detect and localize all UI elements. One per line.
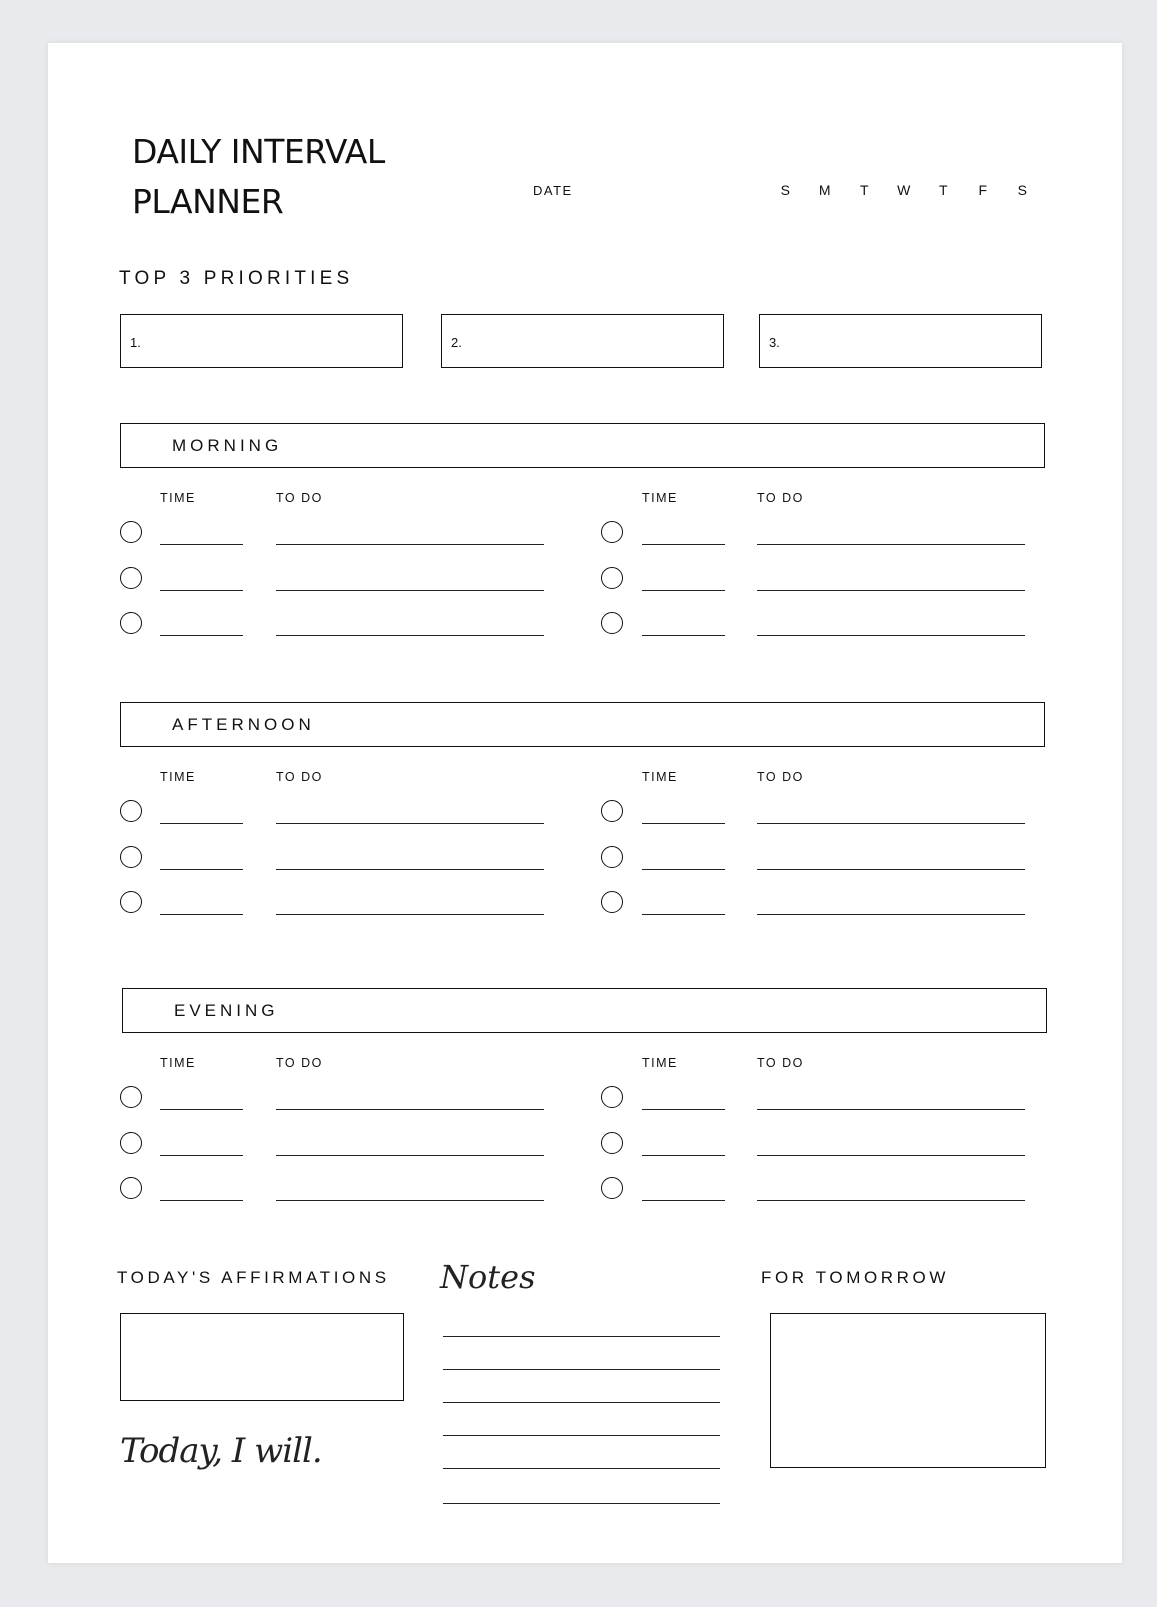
section-band-evening	[122, 988, 1047, 1033]
priority-box-3[interactable]	[759, 314, 1042, 368]
time-line-morning-right-1[interactable]	[642, 544, 725, 545]
checkbox-circle-evening-right-1[interactable]	[601, 1086, 623, 1108]
priority-number-2: 2.	[451, 335, 462, 350]
todo-line-evening-left-1[interactable]	[276, 1109, 544, 1110]
time-line-afternoon-left-3[interactable]	[160, 914, 243, 915]
notes-line-6[interactable]	[443, 1503, 720, 1504]
checkbox-circle-afternoon-right-3[interactable]	[601, 891, 623, 913]
todo-line-morning-left-1[interactable]	[276, 544, 544, 545]
checkbox-circle-evening-left-2[interactable]	[120, 1132, 142, 1154]
time-header-evening-right: TIME	[642, 1056, 678, 1070]
todo-header-afternoon-right: TO DO	[757, 770, 804, 784]
title-line-2: PLANNER	[132, 182, 284, 221]
checkbox-circle-afternoon-right-1[interactable]	[601, 800, 623, 822]
todo-line-evening-right-3[interactable]	[757, 1200, 1025, 1201]
priority-box-2[interactable]	[441, 314, 724, 368]
todo-line-morning-left-3[interactable]	[276, 635, 544, 636]
checkbox-circle-evening-right-3[interactable]	[601, 1177, 623, 1199]
time-line-afternoon-right-3[interactable]	[642, 914, 725, 915]
todo-line-morning-right-3[interactable]	[757, 635, 1025, 636]
checkbox-circle-afternoon-left-1[interactable]	[120, 800, 142, 822]
checkbox-circle-afternoon-left-2[interactable]	[120, 846, 142, 868]
planner-sheet	[48, 43, 1122, 1563]
priority-box-1[interactable]	[120, 314, 403, 368]
section-band-morning	[120, 423, 1045, 468]
time-line-afternoon-left-2[interactable]	[160, 869, 243, 870]
todo-line-evening-left-3[interactable]	[276, 1200, 544, 1201]
time-line-morning-left-1[interactable]	[160, 544, 243, 545]
checkbox-circle-morning-right-3[interactable]	[601, 612, 623, 634]
checkbox-circle-evening-right-2[interactable]	[601, 1132, 623, 1154]
todo-line-evening-right-2[interactable]	[757, 1155, 1025, 1156]
date-label: DATE	[533, 183, 573, 198]
checkbox-circle-evening-left-1[interactable]	[120, 1086, 142, 1108]
checkbox-circle-evening-left-3[interactable]	[120, 1177, 142, 1199]
time-line-morning-left-3[interactable]	[160, 635, 243, 636]
time-line-evening-right-2[interactable]	[642, 1155, 725, 1156]
todo-line-evening-right-1[interactable]	[757, 1109, 1025, 1110]
time-line-evening-left-2[interactable]	[160, 1155, 243, 1156]
todo-line-afternoon-left-1[interactable]	[276, 823, 544, 824]
time-header-morning-left: TIME	[160, 491, 196, 505]
tomorrow-heading: FOR TOMORROW	[761, 1268, 950, 1287]
checkbox-circle-afternoon-left-3[interactable]	[120, 891, 142, 913]
notes-script: Notes	[440, 1258, 536, 1296]
todo-line-morning-left-2[interactable]	[276, 590, 544, 591]
notes-line-5[interactable]	[443, 1468, 720, 1469]
weekday-monday[interactable]: M	[818, 182, 832, 198]
tomorrow-box[interactable]	[770, 1313, 1046, 1468]
weekday-sunday[interactable]: S	[780, 182, 791, 198]
checkbox-circle-morning-right-1[interactable]	[601, 521, 623, 543]
section-label-morning: MORNING	[172, 436, 283, 455]
time-header-afternoon-left: TIME	[160, 770, 196, 784]
notes-line-1[interactable]	[443, 1336, 720, 1337]
section-band-afternoon	[120, 702, 1045, 747]
time-line-evening-right-1[interactable]	[642, 1109, 725, 1110]
todo-line-afternoon-right-3[interactable]	[757, 914, 1025, 915]
time-line-morning-right-2[interactable]	[642, 590, 725, 591]
priorities-heading: TOP 3 PRIORITIES	[119, 268, 354, 289]
time-header-evening-left: TIME	[160, 1056, 196, 1070]
notes-line-3[interactable]	[443, 1402, 720, 1403]
time-line-afternoon-right-1[interactable]	[642, 823, 725, 824]
weekday-saturday[interactable]: S	[1017, 182, 1028, 198]
time-line-morning-right-3[interactable]	[642, 635, 725, 636]
affirmations-heading: TODAY'S AFFIRMATIONS	[117, 1268, 390, 1287]
weekday-friday[interactable]: F	[978, 182, 989, 198]
page-title	[132, 127, 385, 227]
checkbox-circle-morning-left-1[interactable]	[120, 521, 142, 543]
priority-number-3: 3.	[769, 335, 780, 350]
todo-line-evening-left-2[interactable]	[276, 1155, 544, 1156]
time-line-morning-left-2[interactable]	[160, 590, 243, 591]
checkbox-circle-morning-left-3[interactable]	[120, 612, 142, 634]
todo-line-afternoon-left-3[interactable]	[276, 914, 544, 915]
checkbox-circle-morning-left-2[interactable]	[120, 567, 142, 589]
time-line-evening-right-3[interactable]	[642, 1200, 725, 1201]
section-label-evening: EVENING	[174, 1001, 279, 1020]
weekday-thursday[interactable]: T	[938, 182, 949, 198]
todo-line-afternoon-right-2[interactable]	[757, 869, 1025, 870]
weekday-selector	[766, 182, 1043, 198]
todo-line-afternoon-left-2[interactable]	[276, 869, 544, 870]
affirmations-box[interactable]	[120, 1313, 404, 1401]
weekday-wednesday[interactable]: W	[897, 182, 912, 198]
weekday-tuesday[interactable]: T	[859, 182, 870, 198]
todo-line-morning-right-1[interactable]	[757, 544, 1025, 545]
notes-line-2[interactable]	[443, 1369, 720, 1370]
todo-header-afternoon-left: TO DO	[276, 770, 323, 784]
checkbox-circle-afternoon-right-2[interactable]	[601, 846, 623, 868]
todo-header-evening-left: TO DO	[276, 1056, 323, 1070]
time-header-morning-right: TIME	[642, 491, 678, 505]
todo-header-morning-right: TO DO	[757, 491, 804, 505]
todo-line-afternoon-right-1[interactable]	[757, 823, 1025, 824]
time-line-afternoon-left-1[interactable]	[160, 823, 243, 824]
priority-number-1: 1.	[130, 335, 141, 350]
time-line-evening-left-3[interactable]	[160, 1200, 243, 1201]
todo-line-morning-right-2[interactable]	[757, 590, 1025, 591]
time-line-evening-left-1[interactable]	[160, 1109, 243, 1110]
section-label-afternoon: AFTERNOON	[172, 715, 315, 734]
affirmations-script: Today, I will.	[120, 1431, 322, 1471]
checkbox-circle-morning-right-2[interactable]	[601, 567, 623, 589]
notes-line-4[interactable]	[443, 1435, 720, 1436]
time-header-afternoon-right: TIME	[642, 770, 678, 784]
time-line-afternoon-right-2[interactable]	[642, 869, 725, 870]
todo-header-evening-right: TO DO	[757, 1056, 804, 1070]
todo-header-morning-left: TO DO	[276, 491, 323, 505]
title-line-1: DAILY INTERVAL	[132, 132, 385, 171]
